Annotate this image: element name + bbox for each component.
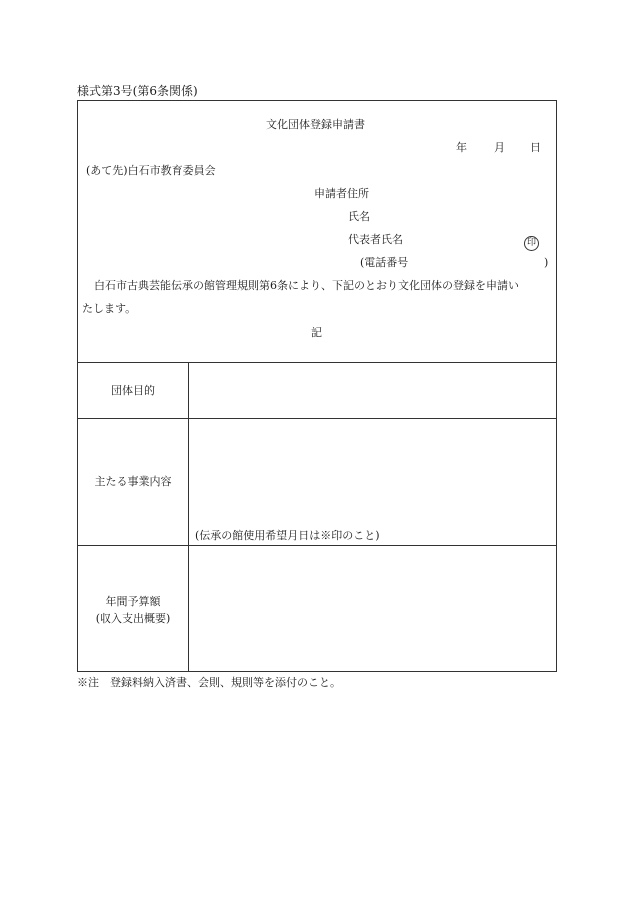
annual-budget-field[interactable] — [190, 547, 554, 669]
date-year-label: 年 — [456, 141, 467, 154]
business-usage-note: (伝承の館使用希望月日は※印のこと) — [195, 529, 380, 542]
annual-budget-label: 年間予算額 — [105, 595, 161, 608]
label-column-divider — [188, 362, 189, 671]
date-month-label: 月 — [494, 141, 505, 154]
applicant-name-label: 氏名 — [348, 210, 370, 223]
budget-summary-label: (収入支出概要) — [95, 612, 171, 625]
business-content-label: 主たる事業内容 — [94, 475, 172, 488]
footnote: ※注 登録料納入済書、会則、規則等を添付のこと。 — [77, 676, 341, 689]
purpose-label: 団体目的 — [111, 384, 155, 397]
phone-number-label: (電話番号 — [360, 256, 409, 269]
ki-heading: 記 — [311, 326, 322, 339]
addressee: (あて先)白石市教育委員会 — [86, 164, 216, 177]
divider-purpose-top — [78, 362, 556, 363]
body-text-line-2: たします。 — [82, 302, 137, 315]
representative-name-label: 代表者氏名 — [348, 233, 403, 246]
business-content-field[interactable] — [190, 420, 554, 525]
form-title: 文化団体登録申請書 — [266, 118, 365, 131]
phone-number-close: ) — [544, 256, 549, 269]
application-form-table — [77, 100, 557, 672]
purpose-field[interactable] — [190, 364, 554, 416]
date-day-label: 日 — [530, 141, 541, 154]
seal-mark-icon: 印 — [524, 236, 539, 251]
applicant-address-label: 申請者住所 — [314, 187, 369, 200]
body-text-line-1: 白石市古典芸能伝承の館管理規則第6条により、下記のとおり文化団体の登録を申請い — [94, 279, 519, 292]
form-number-label: 様式第3号(第6条関係) — [77, 84, 198, 98]
divider-budget-top — [78, 545, 556, 546]
divider-business-top — [78, 418, 556, 419]
